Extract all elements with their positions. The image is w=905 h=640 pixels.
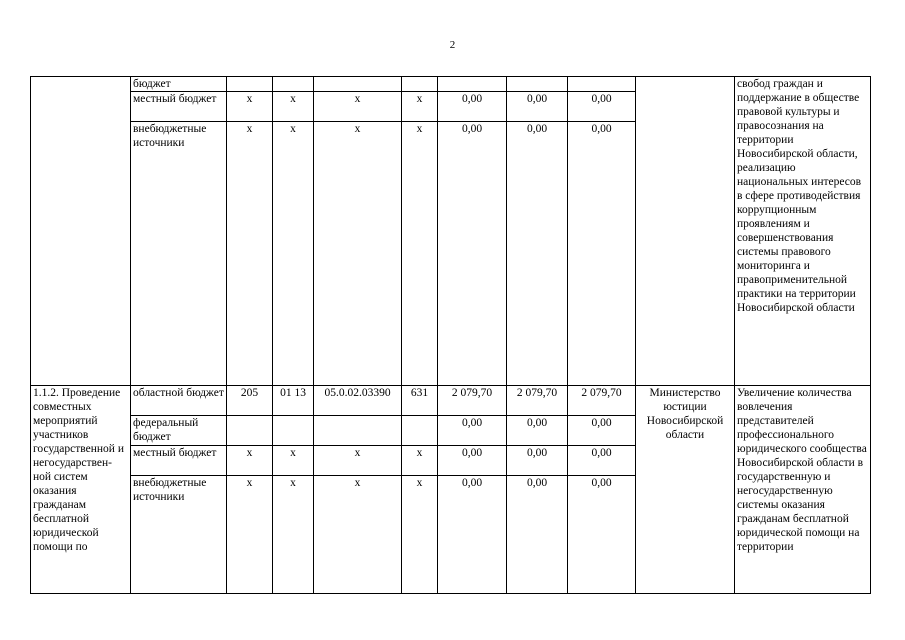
expected-result: Увеличение количества вовлечения представителей профессионального юридического сообщества Новосибирской области в государственную и негосударственную системы оказания гражданам бесплатной юридической помощи на территории [735,386,871,594]
funding-source: бюджет [131,77,227,92]
section-code: х [273,476,314,594]
funding-source: местный бюджет [131,446,227,476]
funding-source: внебюджетные источники [131,476,227,594]
grbs-code: х [227,92,273,122]
expense-type: х [402,92,438,122]
amount-year-2: 0,00 [507,476,568,594]
amount-year-1: 2 079,70 [438,386,507,416]
amount-year-3: 0,00 [568,92,636,122]
section-code: х [273,92,314,122]
executor-cell [636,77,735,386]
table-row [31,386,871,416]
section-code: х [273,122,314,386]
target-article: х [314,92,402,122]
amount-year-2: 0,00 [507,122,568,386]
amount-year-3: 0,00 [568,122,636,386]
event-name-cell [31,77,131,386]
section-code: 01 13 [273,386,314,416]
amount-year-1: 0,00 [438,92,507,122]
funding-source: областной бюджет [131,386,227,416]
grbs-code: х [227,446,273,476]
amount-year-1: 0,00 [438,122,507,386]
grbs-code [227,416,273,446]
amount-year-2: 0,00 [507,446,568,476]
event-name: 1.1.2. Проведение совместных мероприятий участников государственной и негосударствен-ной систем оказания гражданам бесплатной юридической помощи по [31,386,131,594]
amount-year-3: 0,00 [568,416,636,446]
funding-source: внебюджетные источники [131,122,227,386]
amount-year-1: 0,00 [438,416,507,446]
amount-year-2: 2 079,70 [507,386,568,416]
section-code: х [273,446,314,476]
table-row [31,77,871,92]
page-number: 2 [449,39,456,51]
amount-year-2: 0,00 [507,92,568,122]
expense-type: 631 [402,386,438,416]
expense-type [402,416,438,446]
grbs-code: х [227,476,273,594]
amount-year-1: 0,00 [438,476,507,594]
amount-year-3: 0,00 [568,476,636,594]
expense-type: х [402,122,438,386]
expense-type: х [402,476,438,594]
amount-year-1: 0,00 [438,446,507,476]
target-article: х [314,446,402,476]
amount-year-2: 0,00 [507,416,568,446]
budget-table [30,76,871,594]
target-article: х [314,122,402,386]
executor: Министерство юстиции Новосибирской области [636,386,735,594]
section-code [273,416,314,446]
grbs-code: 205 [227,386,273,416]
amount-year-3: 2 079,70 [568,386,636,416]
target-article [314,416,402,446]
expected-result: свобод граждан и поддержание в обществе правовой культуры и правосознания на территории Новосибирской области, реализацию национальных интересов в сфере противодействия коррупционным проявлениям и совершенствования системы правового мониторинга и правоприменительной практики на территории Новосибирской области [735,77,871,386]
grbs-code: х [227,122,273,386]
target-article: 05.0.02.03390 [314,386,402,416]
funding-source: федеральный бюджет [131,416,227,446]
target-article: х [314,476,402,594]
funding-source: местный бюджет [131,92,227,122]
amount-year-3: 0,00 [568,446,636,476]
expense-type: х [402,446,438,476]
